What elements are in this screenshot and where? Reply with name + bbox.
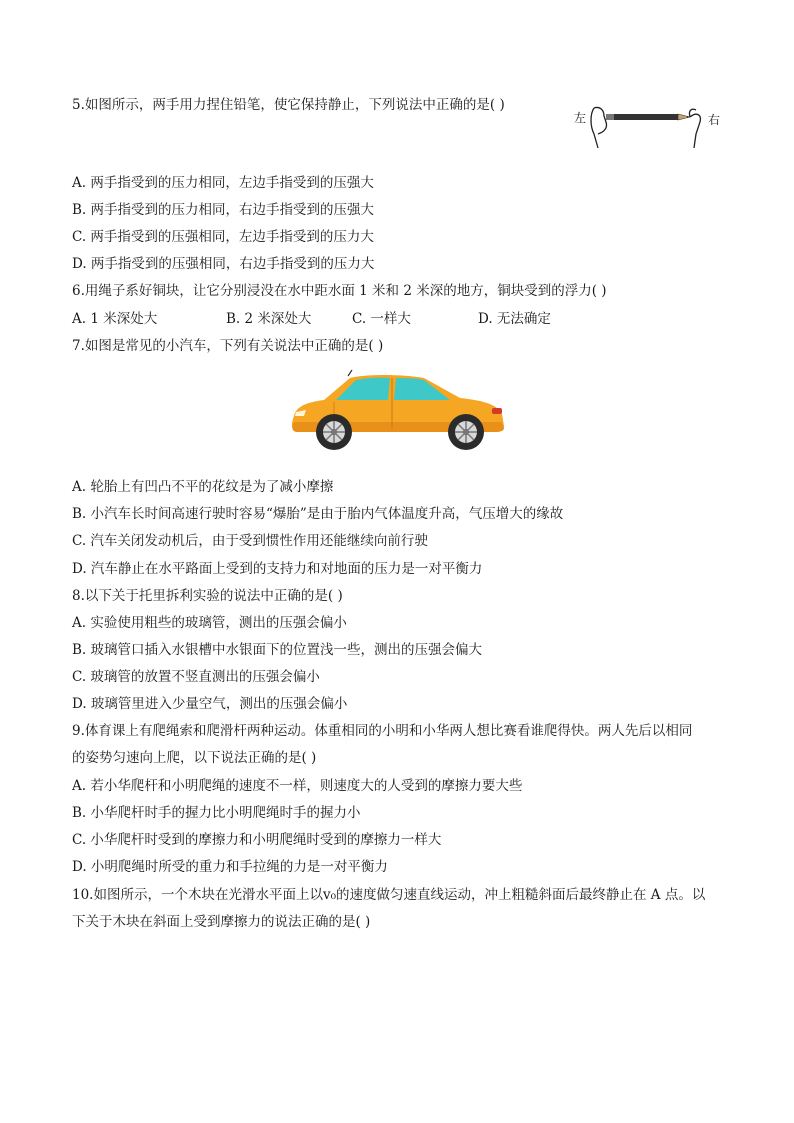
q6-options [72,309,672,329]
taillight [492,408,502,414]
q9-option-b[interactable]: B. 小华爬杆时手的握力比小明爬绳时手的握力小 [72,805,361,821]
q5-option-a[interactable]: A. 两手指受到的压力相同，左边手指受到的压强大 [72,175,374,191]
right-hand-icon [689,109,700,148]
q9-option-d[interactable]: D. 小明爬绳时所受的重力和手拉绳的力是一对平衡力 [72,859,388,875]
q8-option-b[interactable]: B. 玻璃管口插入水银槽中水银面下的位置浅一些，测出的压强会偏大 [72,642,483,658]
q7-stem: 7.如图是常见的小汽车，下列有关说法中正确的是( ) [72,338,384,354]
pencil-hands-figure [568,100,728,152]
q8-option-a[interactable]: A. 实验使用粗些的玻璃管，测出的压强会偏小 [72,615,347,631]
q10-stem-line2: 下关于木块在斜面上受到摩擦力的说法正确的是( ) [72,914,371,930]
q6-option-a[interactable]: A. 1 米深处大 [72,311,158,327]
right-label: 右 [708,113,721,127]
car-figure [284,366,510,452]
q7-option-b[interactable]: B. 小汽车长时间高速行驶时容易“爆胎”是由于胎内气体温度升高，气压增大的缘故 [72,506,564,522]
car-antenna [348,370,352,376]
rear-wheel [448,414,484,450]
q7-option-c[interactable]: C. 汽车关闭发动机后，由于受到惯性作用还能继续向前行驶 [72,533,428,549]
q10-stem-line1: 10.如图所示，一个木块在光滑水平面上以v₀的速度做匀速直线运动，冲上粗糙斜面后最终静止在 A 点。以 [72,887,706,903]
q5-option-c[interactable]: C. 两手指受到的压强相同，左边手指受到的压力大 [72,229,374,245]
pencil-icon [606,114,678,120]
q9-stem-line2: 的姿势匀速向上爬，以下说法正确的是( ) [72,750,317,766]
q5-option-d[interactable]: D. 两手指受到的压强相同，右边手指受到的压力大 [72,256,375,272]
q9-option-a[interactable]: A. 若小华爬杆和小明爬绳的速度不一样，则速度大的人受到的摩擦力要大些 [72,778,523,794]
q6-option-d[interactable]: D. 无法确定 [478,311,551,327]
q5-option-b[interactable]: B. 两手指受到的压力相同，右边手指受到的压强大 [72,202,375,218]
q8-option-d[interactable]: D. 玻璃管里进入少量空气，测出的压强会偏小 [72,696,348,712]
q6-option-b[interactable]: B. 2 米深处大 [226,311,312,327]
q8-option-c[interactable]: C. 玻璃管的放置不竖直测出的压强会偏小 [72,669,320,685]
q7-option-a[interactable]: A. 轮胎上有凹凸不平的花纹是为了减小摩擦 [72,479,334,495]
q8-stem: 8.以下关于托里拆利实验的说法中正确的是( ) [72,588,343,604]
q6-stem: 6.用绳子系好铜块，让它分别浸没在水中距水面 1 米和 2 米深的地方，铜块受到的浮力( ) [72,283,607,299]
q6-option-c[interactable]: C. 一样大 [352,311,411,327]
q9-option-c[interactable]: C. 小华爬杆时受到的摩擦力和小明爬绳时受到的摩擦力一样大 [72,832,442,848]
q7-option-d[interactable]: D. 汽车静止在水平路面上受到的支持力和对地面的压力是一对平衡力 [72,561,483,577]
left-hand-icon [591,107,607,148]
q9-stem-line1: 9.体育课上有爬绳索和爬滑杆两种运动。体重相同的小明和小华两人想比赛看谁爬得快。两人先后以相同 [72,723,693,739]
front-wheel [316,414,352,450]
left-label: 左 [574,111,587,125]
q5-stem: 5.如图所示，两手用力捏住铅笔，使它保持静止，下列说法中正确的是( ) [72,97,505,113]
